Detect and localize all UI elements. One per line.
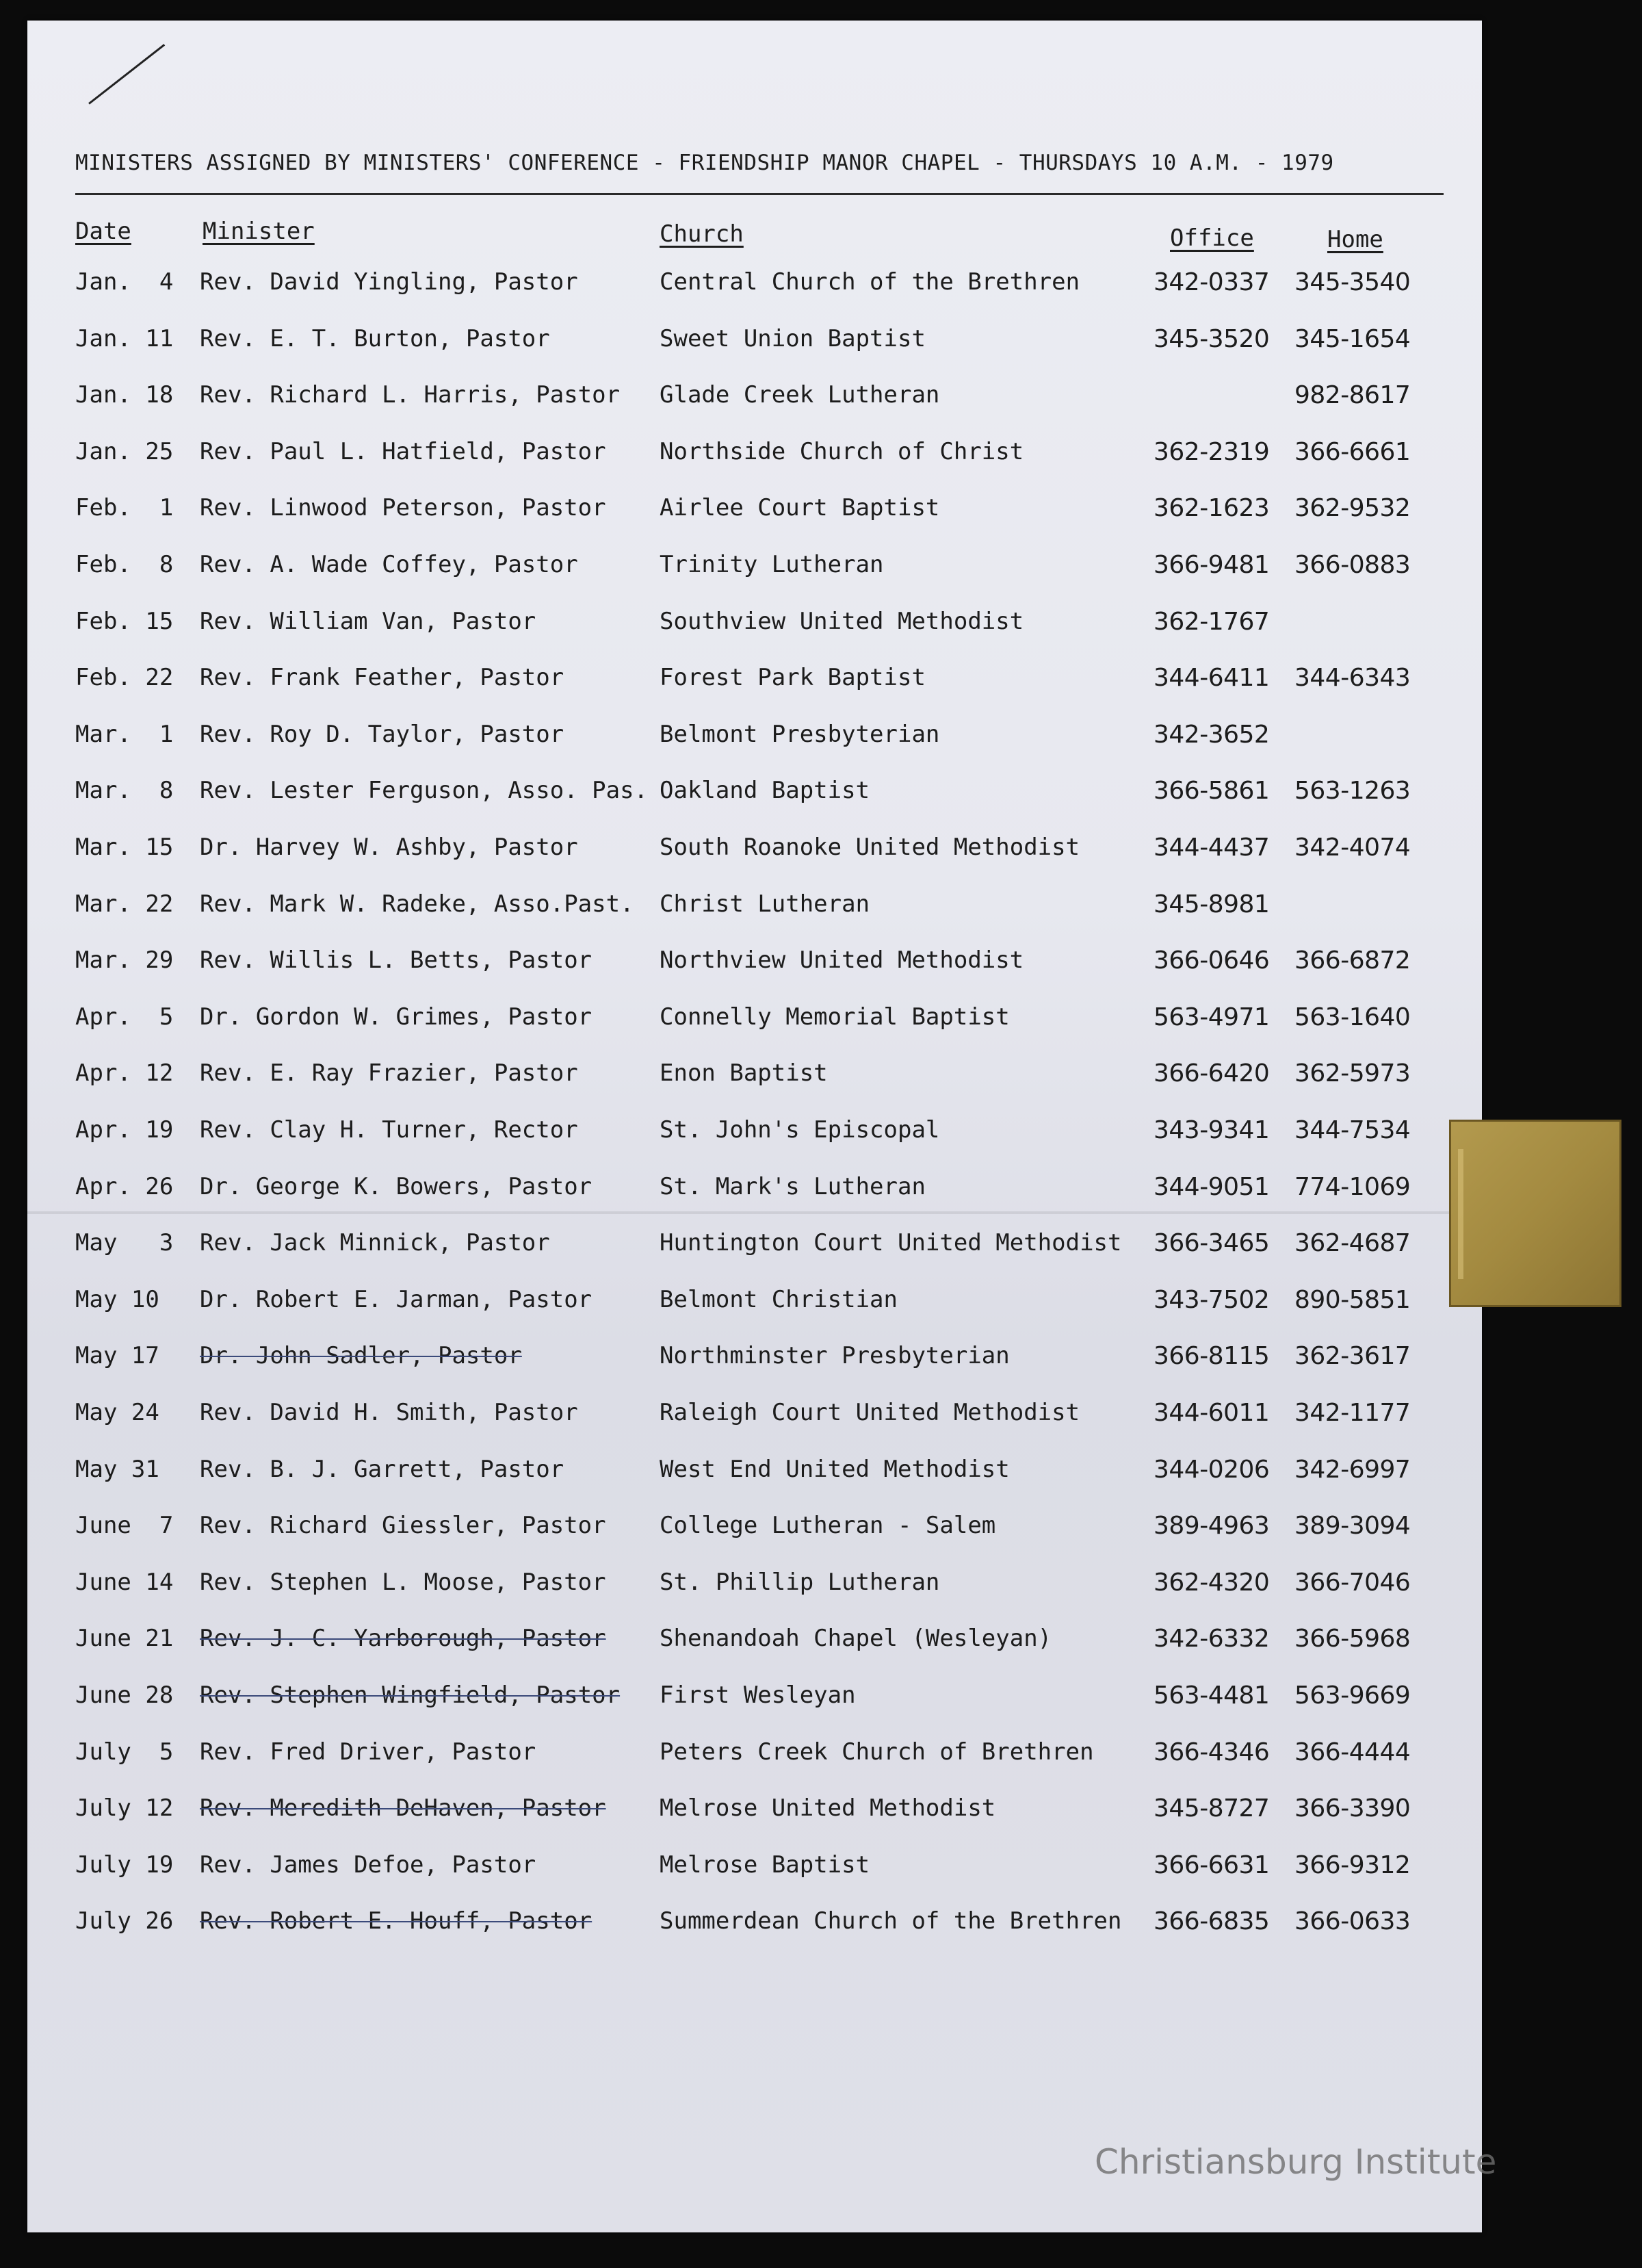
row-minister: Rev. James Defoe, Pastor	[200, 1851, 536, 1879]
row-church: Northview United Methodist	[660, 946, 1024, 974]
row-minister: Rev. Frank Feather, Pastor	[200, 664, 564, 691]
row-home-phone: 366-3390	[1294, 1794, 1411, 1822]
table-row	[27, 1681, 1482, 1725]
row-date: Jan. 4	[75, 268, 174, 296]
row-date: Apr. 19	[75, 1116, 174, 1144]
table-row	[27, 1625, 1482, 1668]
row-minister: Rev. Jack Minnick, Pastor	[200, 1229, 550, 1257]
row-church: West End United Methodist	[660, 1456, 1010, 1483]
row-office-phone: 345-8981	[1154, 890, 1270, 918]
column-header-date: Date	[75, 218, 131, 245]
row-office-phone: 344-6411	[1154, 664, 1270, 692]
row-date: Apr. 12	[75, 1059, 174, 1087]
row-minister: Rev. Lester Ferguson, Asso. Pas.	[200, 777, 649, 804]
row-church: Glade Creek Lutheran	[660, 381, 940, 409]
row-church: Belmont Presbyterian	[660, 721, 940, 748]
table-row	[27, 1738, 1482, 1782]
row-office-phone: 389-4963	[1154, 1512, 1270, 1540]
row-minister: Rev. B. J. Garrett, Pastor	[200, 1456, 564, 1483]
row-church: Shenandoah Chapel (Wesleyan)	[660, 1625, 1052, 1652]
row-office-phone: 563-4971	[1154, 1003, 1270, 1031]
row-office-phone: 343-9341	[1154, 1116, 1270, 1144]
row-church: Northside Church of Christ	[660, 438, 1024, 465]
row-church: Summerdean Church of the Brethren	[660, 1907, 1122, 1935]
row-church: Connelly Memorial Baptist	[660, 1003, 1010, 1031]
row-home-phone: 362-4687	[1294, 1229, 1411, 1257]
row-home-phone: 774-1069	[1294, 1173, 1411, 1201]
row-home-phone: 345-3540	[1294, 268, 1411, 296]
row-office-phone: 342-3652	[1154, 721, 1270, 749]
column-header-home: Home	[1327, 226, 1383, 253]
table-row	[27, 1907, 1482, 1951]
row-date: May 31	[75, 1456, 159, 1483]
table-row	[27, 1173, 1482, 1217]
row-home-phone: 389-3094	[1294, 1512, 1411, 1540]
table-row	[27, 721, 1482, 764]
column-header-minister: Minister	[203, 218, 315, 245]
row-date: May 24	[75, 1399, 159, 1426]
row-date: June 21	[75, 1625, 174, 1652]
row-minister: Rev. J. C. Yarborough, Pastor	[200, 1625, 606, 1652]
document-title: MINISTERS ASSIGNED BY MINISTERS' CONFERENCE - FRIENDSHIP MANOR CHAPEL - THURSDAYS 10 A.M. - 1979	[75, 151, 1334, 175]
row-date: Mar. 29	[75, 946, 174, 974]
table-row	[27, 438, 1482, 482]
row-minister: Rev. Stephen Wingfield, Pastor	[200, 1681, 621, 1709]
row-home-phone: 344-7534	[1294, 1116, 1411, 1144]
row-home-phone: 366-4444	[1294, 1738, 1411, 1766]
row-date: Feb. 22	[75, 664, 174, 691]
pen-check-mark	[88, 44, 165, 105]
table-row	[27, 268, 1482, 312]
row-date: May 10	[75, 1286, 159, 1313]
row-office-phone: 342-6332	[1154, 1625, 1270, 1653]
row-minister: Rev. Mark W. Radeke, Asso.Past.	[200, 890, 634, 918]
row-date: July 5	[75, 1738, 174, 1766]
clip-highlight	[1458, 1149, 1463, 1279]
row-home-phone: 366-5968	[1294, 1625, 1411, 1653]
row-minister: Rev. Paul L. Hatfield, Pastor	[200, 438, 606, 465]
row-church: Sweet Union Baptist	[660, 325, 926, 352]
row-home-phone: 982-8617	[1294, 381, 1411, 409]
table-row	[27, 834, 1482, 877]
row-office-phone: 344-9051	[1154, 1173, 1270, 1201]
row-office-phone: 344-4437	[1154, 834, 1270, 862]
row-church: Raleigh Court United Methodist	[660, 1399, 1080, 1426]
row-date: May 3	[75, 1229, 174, 1257]
row-church: Melrose Baptist	[660, 1851, 870, 1879]
table-row	[27, 1456, 1482, 1499]
row-date: Apr. 26	[75, 1173, 174, 1200]
row-home-phone: 344-6343	[1294, 664, 1411, 692]
row-office-phone: 342-0337	[1154, 268, 1270, 296]
row-church: Christ Lutheran	[660, 890, 870, 918]
row-office-phone: 366-0646	[1154, 946, 1270, 975]
row-church: St. Phillip Lutheran	[660, 1569, 940, 1596]
row-minister: Rev. David Yingling, Pastor	[200, 268, 578, 296]
row-date: July 12	[75, 1794, 174, 1822]
row-office-phone: 362-1623	[1154, 494, 1270, 522]
row-date: July 26	[75, 1907, 174, 1935]
row-minister: Rev. David H. Smith, Pastor	[200, 1399, 578, 1426]
row-office-phone: 366-8115	[1154, 1342, 1270, 1370]
row-minister: Rev. Willis L. Betts, Pastor	[200, 946, 592, 974]
row-church: Oakland Baptist	[660, 777, 870, 804]
row-church: St. John's Episcopal	[660, 1116, 940, 1144]
row-home-phone: 342-4074	[1294, 834, 1411, 862]
row-minister: Rev. Linwood Peterson, Pastor	[200, 494, 606, 521]
row-date: Feb. 15	[75, 608, 174, 635]
row-minister: Rev. Clay H. Turner, Rector	[200, 1116, 578, 1144]
row-office-phone: 344-6011	[1154, 1399, 1270, 1427]
row-date: June 7	[75, 1512, 174, 1539]
table-row	[27, 1229, 1482, 1273]
paper-clip-tab	[1449, 1120, 1621, 1307]
row-home-phone: 362-5973	[1294, 1059, 1411, 1087]
row-home-phone: 342-6997	[1294, 1456, 1411, 1484]
row-minister: Rev. Richard Giessler, Pastor	[200, 1512, 606, 1539]
row-date: Jan. 11	[75, 325, 174, 352]
row-date: Apr. 5	[75, 1003, 174, 1031]
table-row	[27, 1342, 1482, 1386]
row-church: First Wesleyan	[660, 1681, 856, 1709]
row-church: Melrose United Methodist	[660, 1794, 996, 1822]
row-minister: Rev. Fred Driver, Pastor	[200, 1738, 536, 1766]
table-row	[27, 946, 1482, 990]
column-header-office: Office	[1170, 224, 1254, 252]
row-office-phone: 366-6835	[1154, 1907, 1270, 1935]
row-church: Northminster Presbyterian	[660, 1342, 1010, 1369]
row-minister: Rev. A. Wade Coffey, Pastor	[200, 551, 578, 578]
row-date: Jan. 25	[75, 438, 174, 465]
row-home-phone: 345-1654	[1294, 325, 1411, 353]
row-office-phone: 366-3465	[1154, 1229, 1270, 1257]
table-row	[27, 1286, 1482, 1330]
table-row	[27, 777, 1482, 821]
row-church: Trinity Lutheran	[660, 551, 884, 578]
row-church: South Roanoke United Methodist	[660, 834, 1080, 861]
row-date: Feb. 8	[75, 551, 174, 578]
row-minister: Rev. E. T. Burton, Pastor	[200, 325, 550, 352]
row-church: Belmont Christian	[660, 1286, 898, 1313]
row-church: Peters Creek Church of Brethren	[660, 1738, 1094, 1766]
table-row	[27, 494, 1482, 538]
row-home-phone: 362-9532	[1294, 494, 1411, 522]
row-minister: Rev. Robert E. Houff, Pastor	[200, 1907, 592, 1935]
row-office-phone: 344-0206	[1154, 1456, 1270, 1484]
row-office-phone: 362-4320	[1154, 1569, 1270, 1597]
table-row	[27, 1116, 1482, 1160]
row-home-phone: 563-9669	[1294, 1681, 1411, 1710]
row-date: June 14	[75, 1569, 174, 1596]
row-date: Mar. 1	[75, 721, 174, 748]
row-church: Central Church of the Brethren	[660, 268, 1080, 296]
row-home-phone: 362-3617	[1294, 1342, 1411, 1370]
row-home-phone: 890-5851	[1294, 1286, 1411, 1314]
row-minister: Rev. Richard L. Harris, Pastor	[200, 381, 621, 409]
table-row	[27, 890, 1482, 934]
table-row	[27, 1059, 1482, 1103]
table-row	[27, 1512, 1482, 1556]
row-minister: Dr. John Sadler, Pastor	[200, 1342, 522, 1369]
title-underline	[75, 193, 1444, 195]
row-office-phone: 366-4346	[1154, 1738, 1270, 1766]
row-church: Forest Park Baptist	[660, 664, 926, 691]
row-home-phone: 366-6872	[1294, 946, 1411, 975]
row-office-phone: 366-6420	[1154, 1059, 1270, 1087]
row-home-phone: 342-1177	[1294, 1399, 1411, 1427]
row-church: College Lutheran - Salem	[660, 1512, 996, 1539]
row-minister: Rev. Roy D. Taylor, Pastor	[200, 721, 564, 748]
row-home-phone: 563-1263	[1294, 777, 1411, 805]
table-row	[27, 1794, 1482, 1838]
row-office-phone: 343-7502	[1154, 1286, 1270, 1314]
row-church: St. Mark's Lutheran	[660, 1173, 926, 1200]
row-office-phone: 345-8727	[1154, 1794, 1270, 1822]
document-page	[27, 21, 1482, 2232]
table-row	[27, 1399, 1482, 1443]
row-date: July 19	[75, 1851, 174, 1879]
row-date: Mar. 8	[75, 777, 174, 804]
row-date: Feb. 1	[75, 494, 174, 521]
row-office-phone: 366-5861	[1154, 777, 1270, 805]
row-minister: Rev. William Van, Pastor	[200, 608, 536, 635]
row-date: Mar. 15	[75, 834, 174, 861]
table-row	[27, 1003, 1482, 1047]
row-office-phone: 366-9481	[1154, 551, 1270, 579]
table-row	[27, 664, 1482, 708]
table-row	[27, 381, 1482, 425]
row-minister: Dr. Harvey W. Ashby, Pastor	[200, 834, 578, 861]
row-home-phone: 366-0633	[1294, 1907, 1411, 1935]
row-minister: Dr. Robert E. Jarman, Pastor	[200, 1286, 592, 1313]
row-date: Mar. 22	[75, 890, 174, 918]
row-minister: Dr. Gordon W. Grimes, Pastor	[200, 1003, 592, 1031]
table-row	[27, 325, 1482, 369]
row-minister: Dr. George K. Bowers, Pastor	[200, 1173, 592, 1200]
row-date: May 17	[75, 1342, 159, 1369]
row-home-phone: 366-6661	[1294, 438, 1411, 466]
row-minister: Rev. E. Ray Frazier, Pastor	[200, 1059, 578, 1087]
row-minister: Rev. Meredith DeHaven, Pastor	[200, 1794, 606, 1822]
row-home-phone: 366-9312	[1294, 1851, 1411, 1879]
table-row	[27, 1569, 1482, 1612]
archive-watermark: Christiansburg Institute	[1095, 2142, 1497, 2182]
row-home-phone: 366-7046	[1294, 1569, 1411, 1597]
table-row	[27, 608, 1482, 652]
row-date: June 28	[75, 1681, 174, 1709]
row-church: Southview United Methodist	[660, 608, 1024, 635]
table-row	[27, 1851, 1482, 1895]
column-header-church: Church	[660, 220, 744, 248]
row-church: Huntington Court United Methodist	[660, 1229, 1122, 1257]
row-office-phone: 362-1767	[1154, 608, 1270, 636]
row-office-phone: 345-3520	[1154, 325, 1270, 353]
row-church: Enon Baptist	[660, 1059, 828, 1087]
row-home-phone: 563-1640	[1294, 1003, 1411, 1031]
row-office-phone: 362-2319	[1154, 438, 1270, 466]
table-row	[27, 551, 1482, 595]
row-home-phone: 366-0883	[1294, 551, 1411, 579]
row-date: Jan. 18	[75, 381, 174, 409]
row-office-phone: 563-4481	[1154, 1681, 1270, 1710]
row-church: Airlee Court Baptist	[660, 494, 940, 521]
row-office-phone: 366-6631	[1154, 1851, 1270, 1879]
row-minister: Rev. Stephen L. Moose, Pastor	[200, 1569, 606, 1596]
